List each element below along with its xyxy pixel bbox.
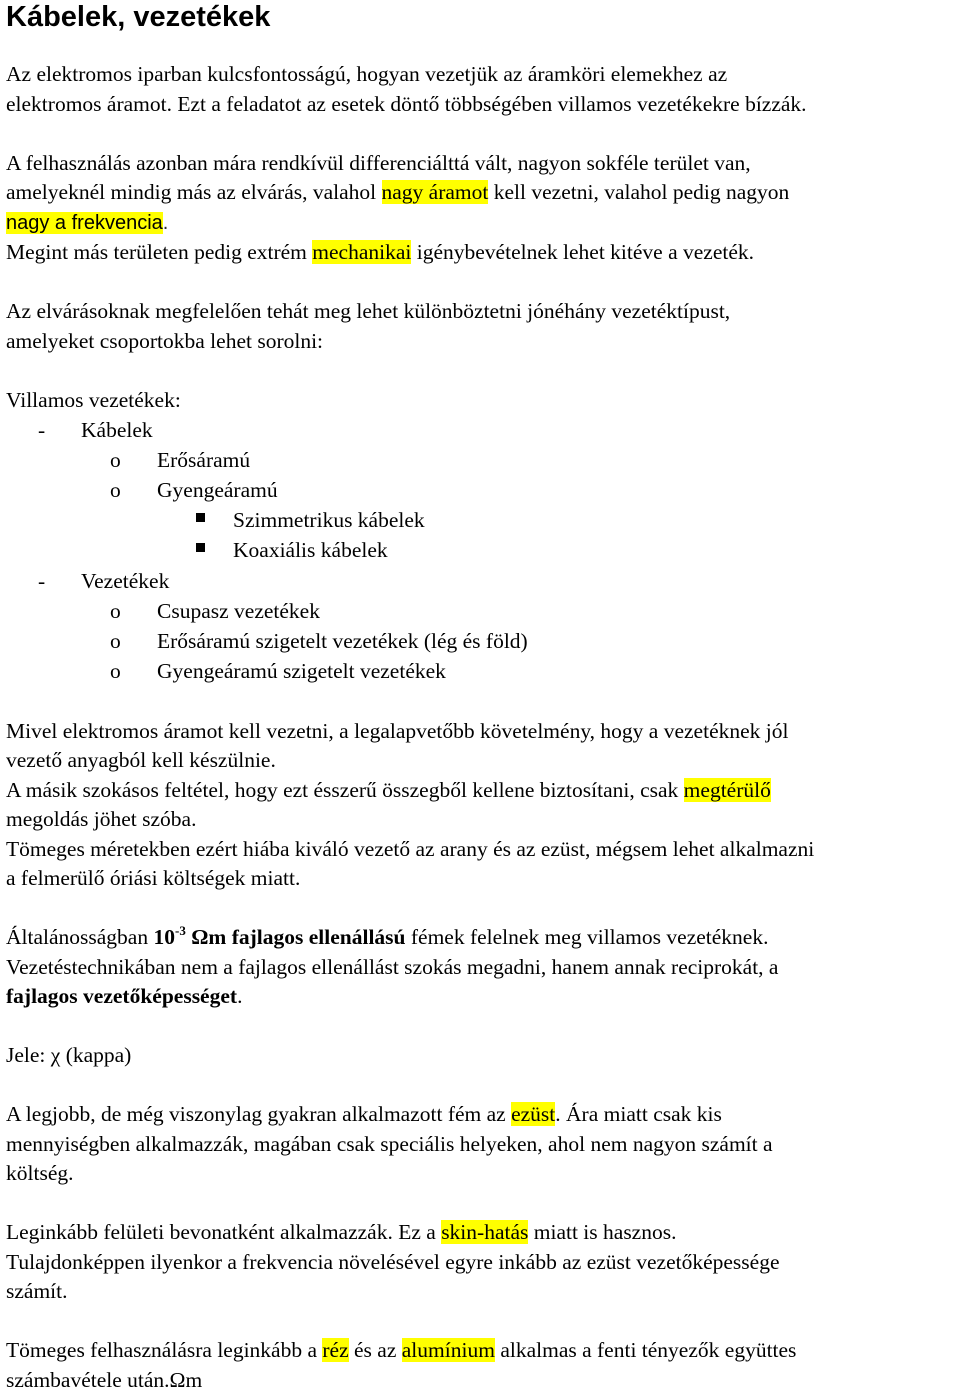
- text-line: mennyiségben alkalmazzák, magában csak speciális helyeken, ahol nem nagyon számít a: [6, 1131, 773, 1156]
- circle-bullet: o: [110, 478, 121, 503]
- highlight-ezust: ezüst: [511, 1102, 556, 1127]
- list-item: [6, 476, 954, 506]
- text-line: számbavétele után.Ωm: [6, 1367, 203, 1392]
- copper-aluminium-paragraph: [6, 1336, 954, 1395]
- dash-bullet: -: [38, 568, 46, 593]
- text-line: Tulajdonképpen ilyenkor a frekvencia növelésével egyre inkább az ezüst vezetőképessége: [6, 1249, 780, 1274]
- text-segment: Leginkább felületi bevonatként alkalmazzák. Ez a: [6, 1220, 442, 1245]
- silver-paragraph: [6, 1100, 954, 1189]
- list-item: [6, 657, 954, 687]
- text-line: Jele: χ (kappa): [6, 1043, 132, 1068]
- text-line: A felhasználás azonban mára rendkívül differenciálttá vált, nagyon sokféle terület van,: [6, 150, 751, 175]
- list-item-label: Erősáramú szigetelt vezetékek (lég és föld): [157, 629, 528, 653]
- text-segment: miatt is hasznos.: [528, 1220, 677, 1245]
- list-heading: Villamos vezetékek:: [6, 387, 181, 412]
- exponent: -3: [174, 923, 186, 939]
- list-item-label: Vezetékek: [81, 568, 170, 593]
- dash-bullet: -: [38, 417, 46, 442]
- list-item: [6, 506, 954, 536]
- text-line: Az elektromos iparban kulcsfontosságú, hogyan vezetjük az áramköri elemekhez az: [6, 62, 728, 86]
- text-segment: .: [162, 211, 169, 234]
- highlight-skin-hatas: skin-hatás: [441, 1220, 529, 1245]
- text-segment: kell vezetni, valahol pedig nagyon: [488, 180, 790, 204]
- requirements-paragraph: [6, 717, 954, 894]
- text-segment: .: [237, 984, 243, 1009]
- text-line: megoldás jöhet szóba.: [6, 807, 197, 832]
- highlight-rez: réz: [322, 1338, 349, 1363]
- text-line: Mivel elektromos áramot kell vezetni, a legalapvetőbb követelmény, hogy a vezetéknek jól: [6, 718, 789, 743]
- text-line: Vezetéstechnikában nem a fajlagos ellenállást szokás megadni, hanem annak reciprokát, a: [6, 954, 779, 979]
- bold-value: 10: [153, 925, 175, 950]
- text-segment: és az: [348, 1338, 402, 1363]
- types-paragraph: [6, 297, 954, 356]
- circle-bullet: o: [110, 629, 121, 653]
- highlight-nagy-frekvencia: nagy a frekvencia: [6, 211, 163, 234]
- list-item-label: Gyengeáramú szigetelt vezetékek: [157, 659, 446, 684]
- list-item: [6, 416, 954, 446]
- list-item-label: Koaxiális kábelek: [233, 538, 388, 563]
- highlight-mechanikai: mechanikai: [312, 240, 412, 264]
- text-segment: A legjobb, de még viszonylag gyakran alkalmazott fém az: [6, 1102, 512, 1127]
- highlight-megterulo: megtérülő: [683, 777, 771, 802]
- list-item: [6, 627, 954, 657]
- symbol-paragraph: [6, 1041, 954, 1071]
- bold-term: Ωm fajlagos ellenállású: [185, 925, 406, 950]
- circle-bullet: o: [110, 447, 121, 472]
- text-segment: alkalmas a fenti tényezők együttes: [494, 1338, 797, 1363]
- text-segment: Megint más területen pedig extrém: [6, 240, 313, 264]
- circle-bullet: o: [110, 659, 121, 684]
- text-segment: Tömeges felhasználásra leginkább a: [6, 1338, 323, 1363]
- intro-paragraph: [6, 60, 954, 119]
- text-segment: igénybevételnek lehet kitéve a vezeték.: [411, 240, 755, 264]
- text-line: számít.: [6, 1279, 68, 1304]
- list-item-label: Erősáramú: [157, 447, 251, 472]
- list-item: [6, 597, 954, 627]
- text-line: elektromos áramot. Ezt a feladatot az esetek döntő többségében villamos vezetékekre bízzák.: [6, 91, 807, 116]
- text-segment: A másik szokásos feltétel, hogy ezt ésszerű összegből kellene biztosítani, csak: [6, 777, 684, 802]
- text-line: amelyeket csoportokba lehet sorolni:: [6, 328, 324, 353]
- square-bullet-icon: [196, 513, 205, 522]
- text-segment: . Ára miatt csak kis: [555, 1102, 722, 1127]
- text-segment: amelyeknél mindig más az elvárás, valahol: [6, 180, 382, 204]
- usage-paragraph: [6, 149, 954, 268]
- text-line: a felmerülő óriási költségek miatt.: [6, 866, 301, 891]
- page-title: Kábelek, vezetékek: [6, 1, 271, 33]
- text-segment: fémek felelnek meg villamos vezetéknek.: [405, 925, 769, 950]
- text-line: Az elvárásoknak megfelelően tehát meg lehet különböztetni jónéhány vezetéktípust,: [6, 299, 731, 323]
- square-bullet-icon: [196, 543, 205, 552]
- list-item-label: Kábelek: [81, 417, 153, 442]
- list-item-label: Csupasz vezetékek: [157, 598, 320, 623]
- resistivity-paragraph: [6, 923, 954, 1012]
- list-item-label: Szimmetrikus kábelek: [233, 508, 425, 533]
- text-segment: Általánosságban: [6, 925, 154, 950]
- highlight-aluminium: alumínium: [401, 1338, 495, 1363]
- list-item-label: Gyengeáramú: [157, 478, 278, 503]
- text-line: Tömeges méretekben ezért hiába kiváló vezető az arany és az ezüst, mégsem lehet alkalmazni: [6, 836, 815, 861]
- list-item: [6, 446, 954, 476]
- coating-paragraph: [6, 1218, 954, 1307]
- list-item: [6, 567, 954, 597]
- text-line: vezető anyagból kell készülnie.: [6, 748, 276, 773]
- cable-type-list: [6, 386, 954, 688]
- highlight-nagy-aramot: nagy áramot: [381, 180, 489, 204]
- circle-bullet: o: [110, 598, 121, 623]
- text-line: költség.: [6, 1161, 74, 1186]
- list-item: [6, 536, 954, 566]
- bold-term: fajlagos vezetőképességet: [6, 984, 238, 1009]
